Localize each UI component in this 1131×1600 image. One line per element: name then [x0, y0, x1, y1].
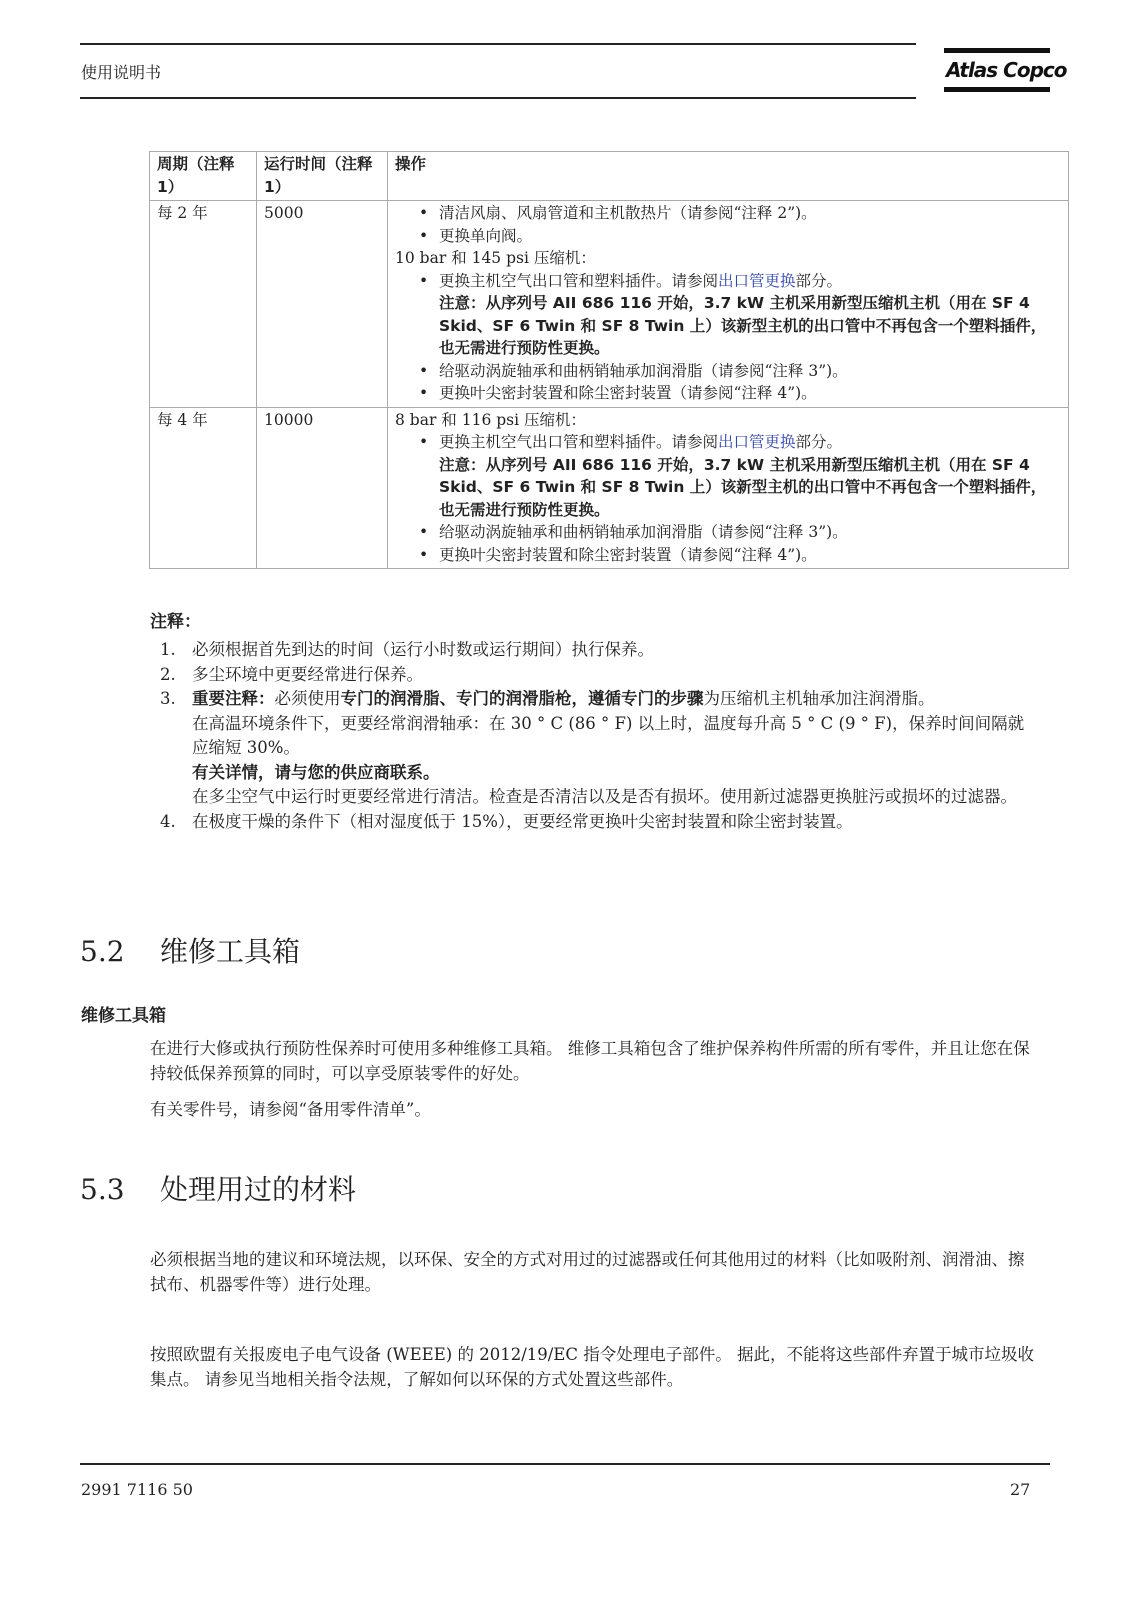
note-text: 必须根据首先到达的时间（运行小时数或运行期间）执行保养。: [192, 640, 654, 659]
cell-action: [388, 201, 1069, 408]
header-rule-bottom: [80, 97, 916, 99]
cell-hours: 10000: [257, 407, 388, 569]
list-item: • 给驱动涡旋轴承和曲柄销轴承加润滑脂（请参阅“注释 3”)。: [419, 521, 1061, 544]
list-item: • 给驱动涡旋轴承和曲柄销轴承加润滑脂（请参阅“注释 3”)。: [419, 360, 1061, 383]
note-item: [150, 663, 1040, 688]
note-number: 2.: [160, 664, 176, 684]
paragraph: 必须根据当地的建议和环境法规，以环保、安全的方式对用过的过滤器或任何其他用过的材料（比如吸附剂、润滑油、擦拭布、机器零件等）进行处理。: [150, 1250, 1025, 1294]
cell-action: [388, 407, 1069, 569]
note-text: 在极度干燥的条件下（相对湿度低于 15%），更要经常更换叶尖密封装置和除尘密封装置。: [192, 811, 853, 831]
section-heading-5-3: [80, 1168, 356, 1208]
paragraph: 有关零件号，请参阅“备用零件清单”。: [150, 1100, 431, 1119]
pipe-text-end: 部分。: [795, 271, 843, 290]
note-number: 4.: [160, 811, 176, 831]
cell-period: 每 4 年: [150, 407, 257, 569]
serial-note: 注意：从序列号 AII 686 116 开始，3.7 kW 主机采用新型压缩机主机（用在 SF 4 Skid、SF 6 Twin 和 SF 8 Twin 上）该新型主机的出口管中不再包含一个塑料插件，也无需进行预防性更换。: [439, 455, 1047, 519]
logo-text: Atlas Copco: [946, 58, 1067, 82]
table-row: [150, 201, 1069, 408]
note-contact: 有关详情，请与您的供应商联系。: [192, 762, 440, 782]
page-number: 27: [1010, 1480, 1031, 1499]
notes-heading: 注释：: [150, 612, 201, 632]
logo-bar-top: [944, 48, 1050, 53]
section-number: 5.3: [80, 1173, 125, 1206]
important-note-label: 重要注释：: [192, 689, 275, 708]
pipe-text-end: 部分。: [795, 433, 843, 451]
maintenance-schedule-table: [149, 151, 1069, 569]
pipe-text: 更换主机空气出口管和塑料插件。请参阅: [439, 433, 719, 451]
note-text: 多尘环境中更要经常进行保养。: [192, 664, 423, 684]
header-hours: 运行时间（注释 1）: [257, 152, 388, 201]
list-item: • 更换叶尖密封装置和除尘密封装置（请参阅“注释 4”)。: [419, 544, 1061, 567]
header-period: 周期（注释 1）: [150, 152, 257, 201]
pipe-text: 更换主机空气出口管和塑料插件。请参阅: [439, 271, 719, 290]
pressure-line: 8 bar 和 116 psi 压缩机：: [395, 410, 586, 429]
subheading: 维修工具箱: [81, 1006, 166, 1026]
notes-list: [150, 638, 1040, 834]
action-list: [395, 202, 1061, 247]
table-header-row: [150, 152, 1069, 201]
section-title: 处理用过的材料: [160, 1173, 357, 1206]
section-heading-5-2: [80, 930, 300, 970]
document-number: 2991 7116 50: [81, 1480, 193, 1499]
note-text: 在高温环境条件下，更要经常润滑轴承：在 30 ° C (86 ° F) 以上时，温度每升高 5 ° C (9 ° F)，保养时间间隔就应缩短 30%。: [192, 713, 1025, 757]
section-title: 维修工具箱: [160, 935, 301, 968]
section-number: 5.2: [80, 935, 125, 968]
note-number: 3.: [160, 689, 176, 708]
note-text-bold: 专门的润滑脂、专门的润滑脂枪，遵循专门的步骤: [340, 689, 704, 708]
cell-period: 每 2 年: [150, 201, 257, 408]
note-text: 为压缩机主机轴承加注润滑脂。: [703, 689, 935, 708]
note-text: 必须使用: [274, 689, 341, 708]
list-item: • 清洁风扇、风扇管道和主机散热片（请参阅“注释 2”)。: [419, 202, 1061, 225]
table-row: [150, 407, 1069, 569]
list-item: • 更换叶尖密封装置和除尘密封装置（请参阅“注释 4”)。: [419, 382, 1061, 405]
list-item: • 更换单向阀。: [419, 225, 1061, 248]
note-item: [150, 810, 1040, 835]
outlet-pipe-link[interactable]: 出口管更换: [718, 271, 796, 290]
outlet-pipe-link[interactable]: 出口管更换: [718, 433, 796, 451]
action-list: [395, 431, 1061, 566]
action-list: [395, 270, 1061, 405]
logo-bar-bottom: [944, 87, 1050, 92]
atlas-copco-logo: [944, 48, 1067, 92]
note-number: 1.: [160, 640, 176, 659]
list-item: [419, 431, 1061, 521]
serial-note: 注意：从序列号 AII 686 116 开始，3.7 kW 主机采用新型压缩机主机（用在 SF 4 Skid、SF 6 Twin 和 SF 8 Twin 上）该新型主机的出口管中不再包含一个塑料插件，也无需进行预防性更换。: [439, 294, 1047, 357]
paragraph: 按照欧盟有关报废电子电气设备 (WEEE) 的 2012/19/EC 指令处理电子部件。 据此，不能将这些部件弃置于城市垃圾收集点。 请参见当地相关指令法规，了解如何以环保的方式处置这些部件。: [150, 1345, 1034, 1389]
note-text: 在多尘空气中运行时更要经常进行清洁。检查是否清洁以及是否有损坏。使用新过滤器更换脏污或损坏的过滤器。: [192, 787, 1017, 806]
footer-rule: [80, 1463, 1050, 1465]
cell-hours: 5000: [257, 201, 388, 408]
list-item: [419, 270, 1061, 360]
header-action: 操作: [388, 152, 1069, 201]
note-item: [150, 687, 1040, 810]
header-rule-top: [80, 43, 916, 45]
paragraph: 在进行大修或执行预防性保养时可使用多种维修工具箱。 维修工具箱包含了维护保养构件所需的所有零件，并且让您在保持较低保养预算的同时，可以享受原装零件的好处。: [150, 1039, 1030, 1083]
note-item: [150, 638, 1040, 663]
pressure-line: 10 bar 和 145 psi 压缩机：: [395, 249, 596, 267]
document-title: 使用说明书: [81, 63, 162, 82]
